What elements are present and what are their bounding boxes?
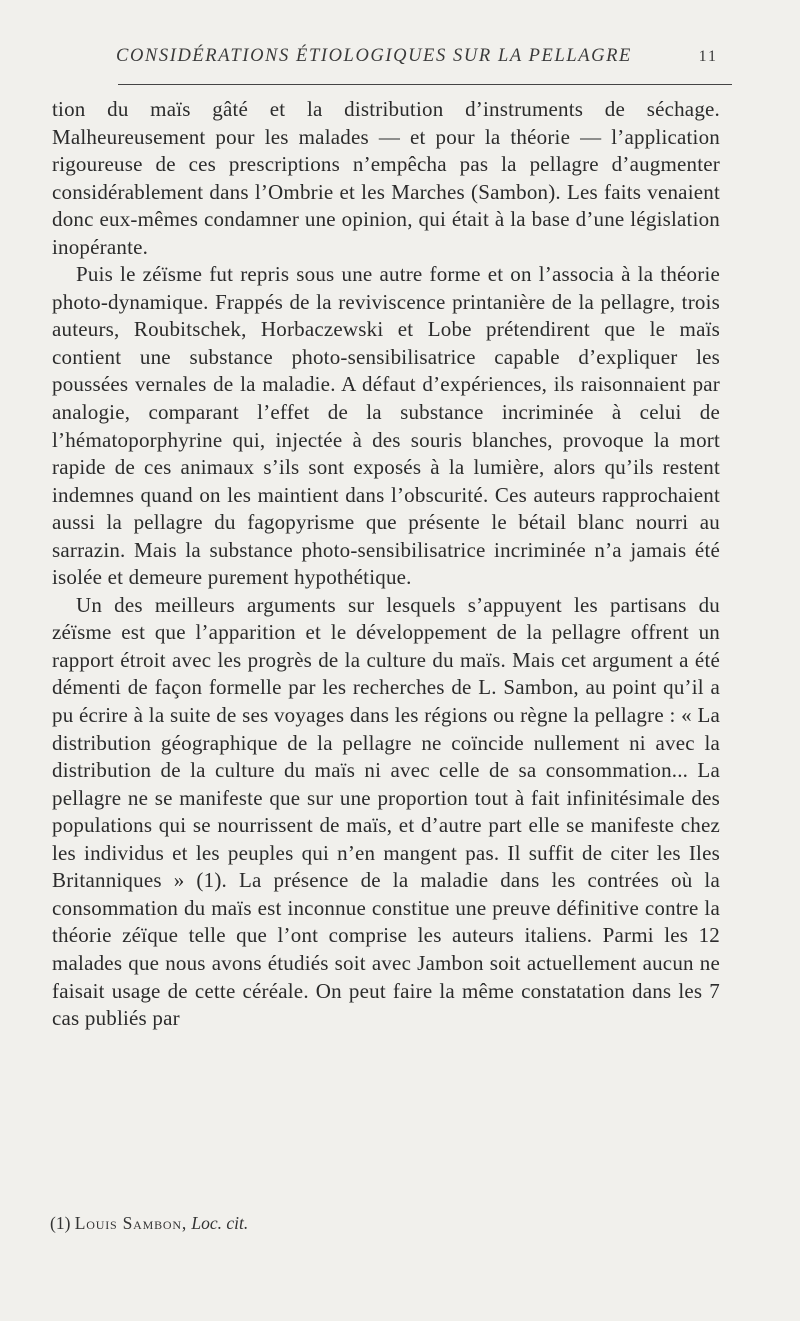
footnote [50,1213,718,1234]
header-rule [118,84,732,85]
page-number: 11 [698,48,718,65]
body-text [52,96,720,1033]
footnote-citation: Loc. cit. [191,1213,249,1233]
paragraph-2: Puis le zéïsme fut repris sous une autre forme et on l’associa à la théorie photo-dynamique. Frappés de la reviviscence printanière de la pellagre, trois auteurs, Roubitschek, Horbaczewski et Lobe prétendirent que le maïs contient une substance photo-sensibilisatrice capable d’expliquer les poussées vernales de la maladie. A défaut d’expériences, ils raisonnaient par analogie, comparant l’effet de la substance incriminée à celui de l’hématoporphyrine qui, injectée à des souris blanches, provoque la mort rapide de ces animaux s’ils sont exposés à la lumière, alors qu’ils restent indemnes quand on les maintient dans l’obscurité. Ces auteurs rapprochaient aussi la pellagre du fagopyrisme que présente le bétail blanc nourri au sarrazin. Mais la substance photo-sensibilisatrice incriminée n’a jamais été isolée et demeure purement hypothétique. [52,262,720,590]
paragraph-1: tion du maïs gâté et la distribution d’instruments de séchage. Malheureusement pour les malades — et pour la théorie — l’application rigoureuse de ces prescriptions n’empêcha pas la pellagre d’augmenter considérablement dans l’Ombrie et les Marches (Sambon). Les faits venaient donc eux-mêmes condamner une opinion, qui était à la base d’une législation inopérante. [52,97,720,259]
running-title: CONSIDÉRATIONS ÉTIOLOGIQUES SUR LA PELLAGRE [116,46,632,66]
running-head [52,46,720,76]
paragraph-3: Un des meilleurs arguments sur lesquels s’appuyent les partisans du zéïsme est que l’apparition et le développement de la pellagre offrent un rapport étroit avec les progrès de la culture du maïs. Mais cet argument a été démenti de façon formelle par les recherches de L. Sambon, au point qu’il a pu écrire à la suite de ses voyages dans les régions ou règne la pellagre : « La distribution géographique de la pellagre ne coïncide nullement ni avec la distribution de la culture du maïs ni avec celle de sa consommation... La pellagre ne se manifeste que sur une proportion tout à fait infinitésimale des populations qui se nourrissent de maïs, et d’autre part elle se manifeste chez les individus et les peuples qui n’en mangent pas. Il suffit de citer les Iles Britanniques » (1). La présence de la maladie dans les contrées où la consommation du maïs est inconnue constitue une preuve définitive contre la théorie zéïque telle que l’ont comprise les auteurs italiens. Parmi les 12 malades que nous avons étudiés soit avec Jambon soit actuellement aucun ne faisait usage de cette céréale. On peut faire la même constatation dans les 7 cas publiés par [52,592,720,1031]
footnote-author: Louis Sambon, [74,1213,188,1233]
footnote-marker: (1) [50,1213,71,1233]
